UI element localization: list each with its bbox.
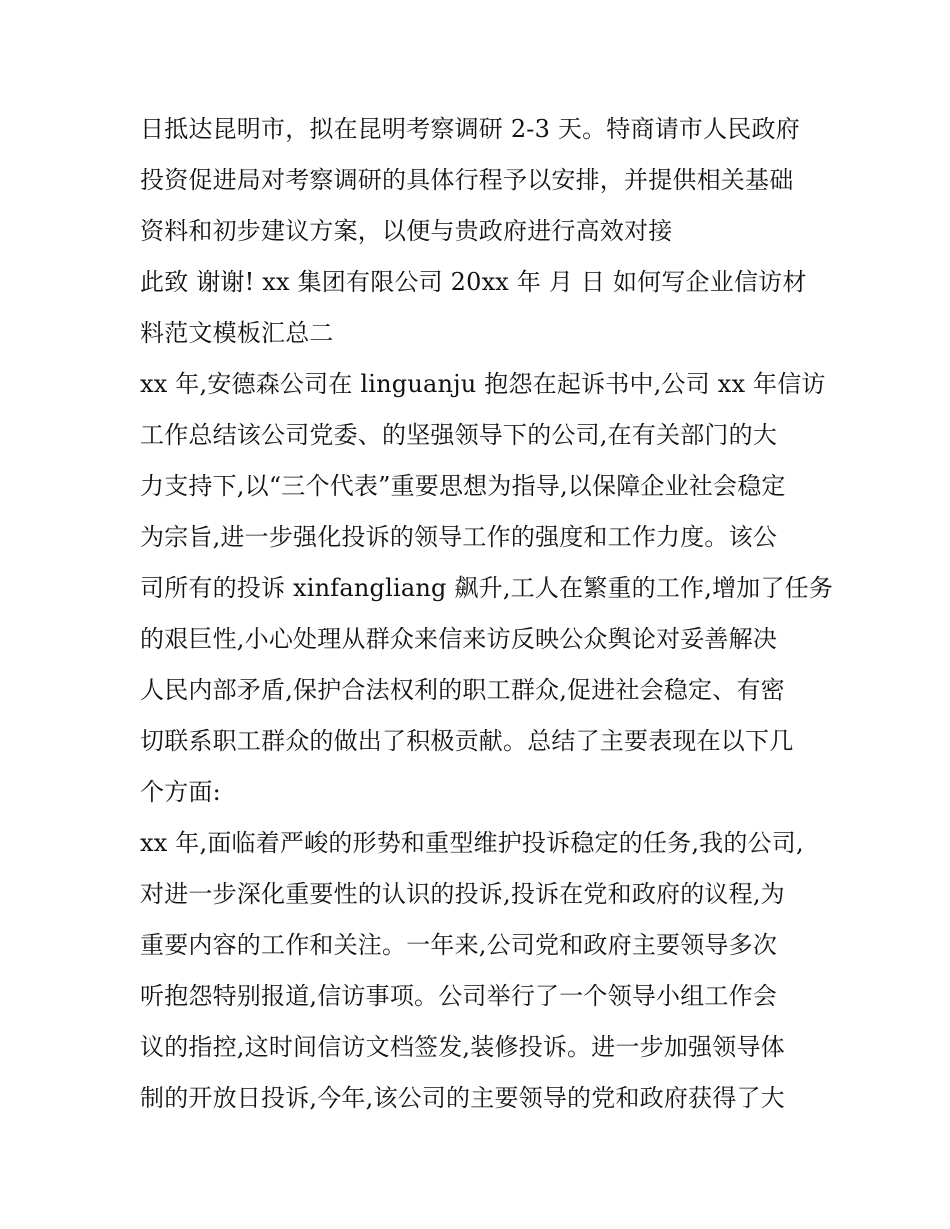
- text-line: 重要内容的工作和关注。一年来,公司党和政府主要领导多次: [140, 931, 778, 959]
- text-line: 制的开放日投诉,今年,该公司的主要领导的党和政府获得了大: [140, 1084, 785, 1112]
- text-line: 对进一步深化重要性的认识的投诉,投诉在党和政府的议程,为: [140, 880, 785, 908]
- text-line: 日抵达昆明市，拟在昆明考察调研 2-3 天。特商请市人民政府: [140, 115, 800, 143]
- text-line: 个方面:: [140, 778, 221, 806]
- text-line: 人民内部矛盾,保护合法权利的职工群众,促进社会稳定、有密: [140, 676, 785, 704]
- text-line: xx 年,面临着严峻的形势和重型维护投诉稳定的任务,我的公司,: [140, 829, 804, 857]
- text-line: 为宗旨,进一步强化投诉的领导工作的强度和工作力度。该公: [140, 523, 778, 551]
- text-line: 力支持下,以“三个代表”重要思想为指导,以保障企业社会稳定: [140, 472, 786, 500]
- text-line: 的艰巨性,小心处理从群众来信来访反映公众舆论对妥善解决: [140, 625, 778, 653]
- text-line: xx 年,安德森公司在 linguanju 抱怨在起诉书中,公司 xx 年信访: [140, 370, 826, 398]
- text-line: 司所有的投诉 xinfangliang 飙升,工人在繁重的工作,增加了任务: [140, 574, 834, 602]
- document-body: [140, 104, 834, 1124]
- text-line: 议的指控,这时间信访文档签发,装修投诉。进一步加强领导体: [140, 1033, 785, 1061]
- text-line: 投资促进局对考察调研的具体行程予以安排，并提供相关基础: [140, 166, 794, 194]
- text-line: 资料和初步建议方案，以便与贵政府进行高效对接: [140, 217, 673, 245]
- text-line: 听抱怨特别报道,信访事项。公司举行了一个领导小组工作会: [140, 982, 778, 1010]
- text-line: 切联系职工群众的做出了积极贡献。总结了主要表现在以下几: [140, 727, 794, 755]
- text-line: 料范文模板汇总二: [140, 319, 334, 347]
- text-line: 工作总结该公司党委、的坚强领导下的公司,在有关部门的大: [140, 421, 778, 449]
- text-line: 此致 谢谢! xx 集团有限公司 20xx 年 月 日 如何写企业信访材: [140, 268, 807, 296]
